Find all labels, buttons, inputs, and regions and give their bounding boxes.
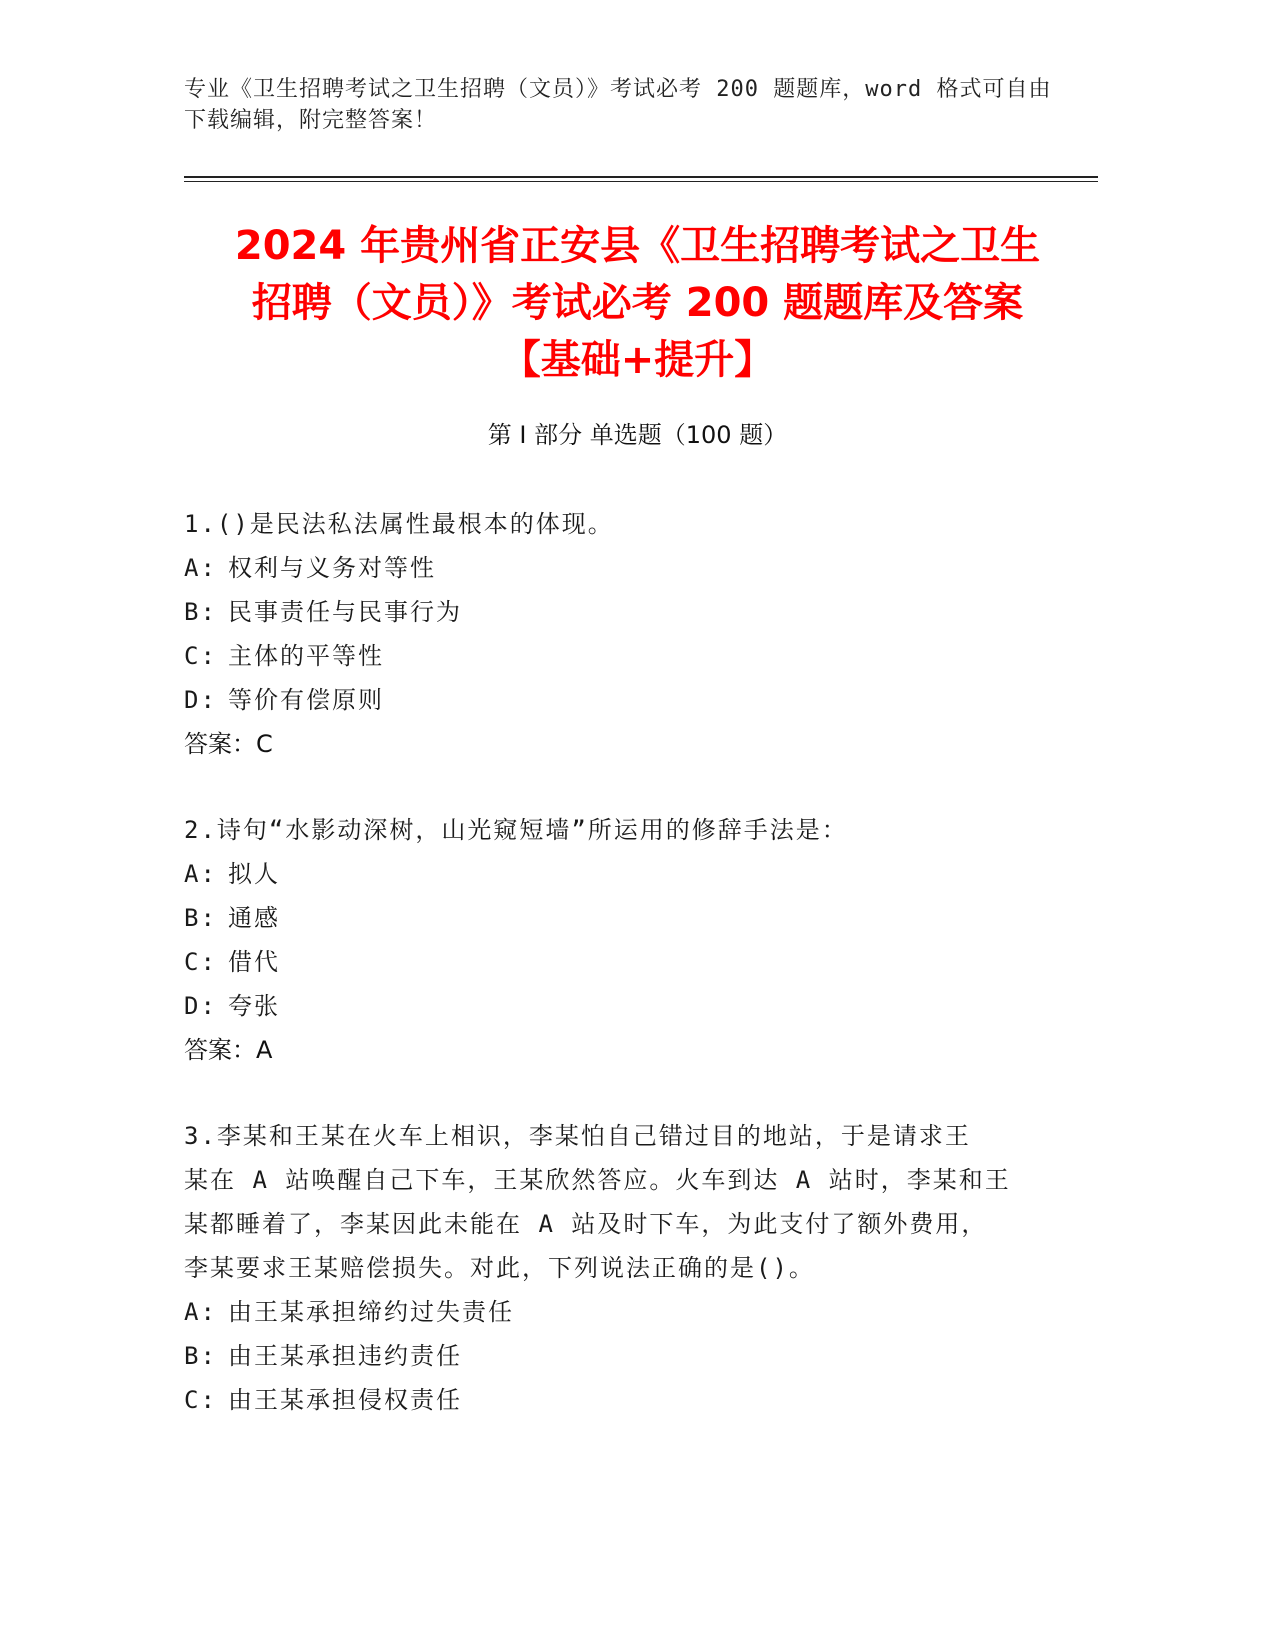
option-key: A: <box>184 1298 217 1326</box>
option-key: D: <box>184 992 217 1020</box>
question-3 <box>184 1114 1064 1422</box>
question-option-a <box>184 546 1064 590</box>
section-title: 第 I 部分 单选题（100 题） <box>487 421 788 449</box>
question-option-b <box>184 896 1064 940</box>
option-key: B: <box>184 904 217 932</box>
question-option-c <box>184 634 1064 678</box>
option-key: A: <box>184 554 217 582</box>
question-stem-line: 3.李某和王某在火车上相识，李某怕自己错过目的地站，于是请求王 <box>184 1122 971 1150</box>
option-text: 通感 <box>228 904 280 932</box>
question-option-d <box>184 984 1064 1028</box>
question-option-b <box>184 1334 1064 1378</box>
option-key: B: <box>184 598 217 626</box>
option-key: C: <box>184 948 217 976</box>
question-option-a <box>184 1290 1064 1334</box>
option-key: B: <box>184 1342 217 1370</box>
option-key: C: <box>184 642 217 670</box>
question-stem: 1.()是民法私法属性最根本的体现。 <box>184 510 614 538</box>
option-text: 借代 <box>228 948 280 976</box>
option-text: 由王某承担侵权责任 <box>228 1386 462 1414</box>
option-text: 拟人 <box>228 860 280 888</box>
question-2 <box>184 808 1064 1072</box>
question-stem-line: 某在 A 站唤醒自己下车，王某欣然答应。火车到达 A 站时，李某和王 <box>184 1166 1011 1194</box>
question-option-d <box>184 678 1064 722</box>
question-option-c <box>184 940 1064 984</box>
option-text: 由王某承担缔约过失责任 <box>228 1298 514 1326</box>
question-stem-line: 某都睡着了，李某因此未能在 A 站及时下车，为此支付了额外费用， <box>184 1210 988 1238</box>
option-text: 夸张 <box>228 992 280 1020</box>
option-key: C: <box>184 1386 217 1414</box>
title-line-2: 招聘（文员）》考试必考 200 题题库及答案 <box>251 280 1024 326</box>
header-note: 专业《卫生招聘考试之卫生招聘（文员）》考试必考 200 题题库，word 格式可自由下载编辑，附完整答案！ <box>184 77 1052 133</box>
header-divider-thin <box>184 181 1098 182</box>
question-option-a <box>184 852 1064 896</box>
question-option-b <box>184 590 1064 634</box>
option-text: 民事责任与民事行为 <box>228 598 462 626</box>
option-text: 主体的平等性 <box>228 642 384 670</box>
title-line-1: 2024 年贵州省正安县《卫生招聘考试之卫生 <box>234 223 1041 269</box>
question-answer: 答案：A <box>184 1036 273 1064</box>
option-text: 等价有偿原则 <box>228 686 384 714</box>
header-divider-thick <box>184 176 1098 178</box>
question-1 <box>184 502 1064 766</box>
question-option-c <box>184 1378 1064 1422</box>
title-line-3: 【基础+提升】 <box>500 337 775 383</box>
option-key: A: <box>184 860 217 888</box>
question-stem-line: 李某要求王某赔偿损失。对此，下列说法正确的是()。 <box>184 1254 815 1282</box>
question-stem: 2.诗句“水影动深树，山光窥短墙”所运用的修辞手法是： <box>184 816 848 844</box>
option-text: 由王某承担违约责任 <box>228 1342 462 1370</box>
question-answer: 答案：C <box>184 730 273 758</box>
option-text: 权利与义务对等性 <box>228 554 436 582</box>
option-key: D: <box>184 686 217 714</box>
document-title <box>150 218 1125 389</box>
